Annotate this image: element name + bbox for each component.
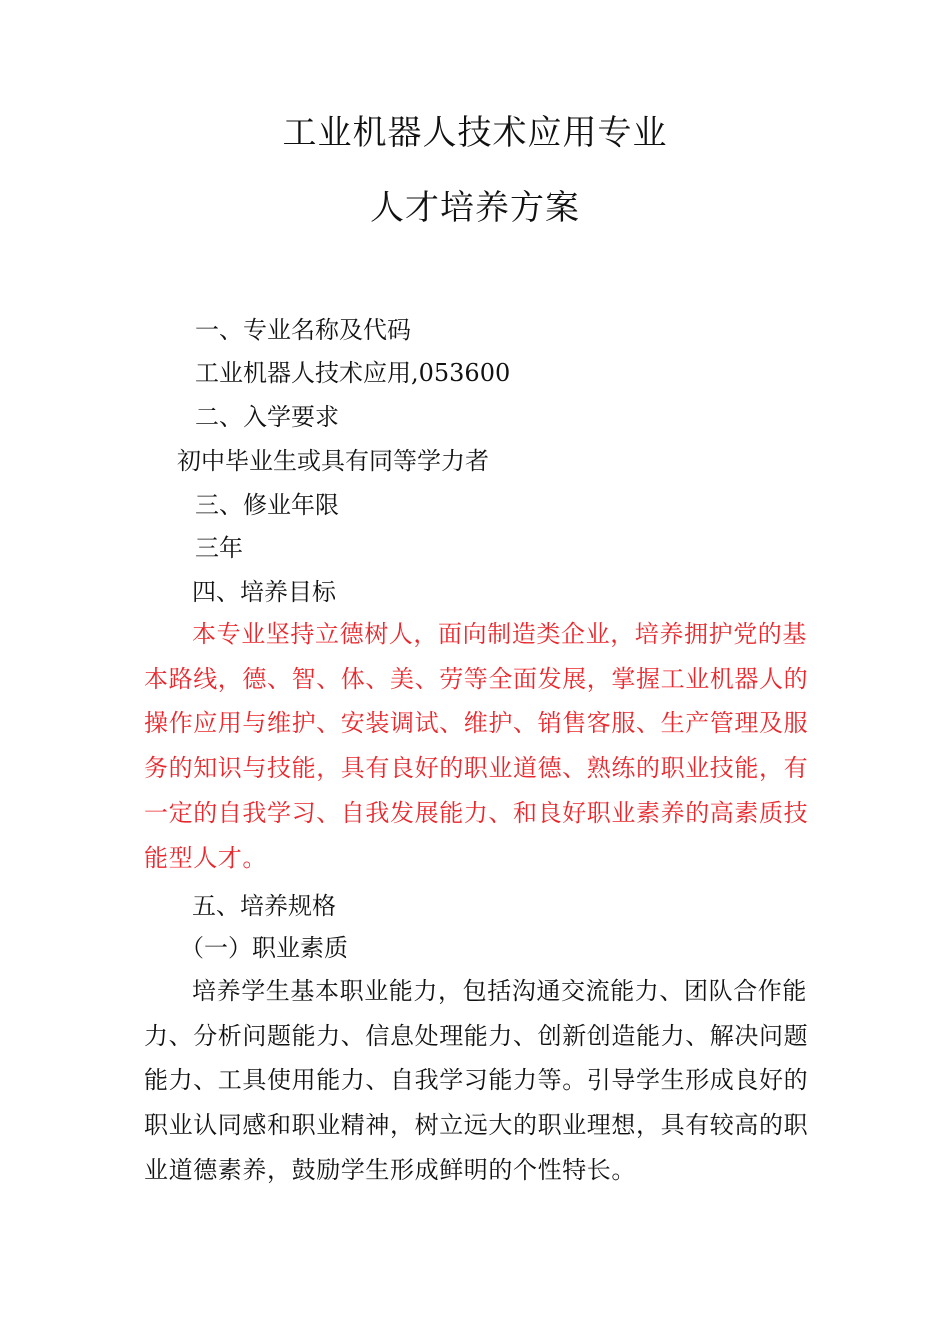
section5-heading: 五、培养规格	[192, 892, 336, 920]
section2-body: 初中毕业生或具有同等学力者	[177, 447, 489, 475]
document-title-line2: 人才培养方案	[370, 188, 580, 228]
section5-sub1-body: 培养学生基本职业能力，包括沟通交流能力、团队合作能力、分析问题能力、信息处理能力、创新创造能力、解决问题能力、工具使用能力、自我学习能力等。引导学生形成良好的职业认同感和职业精神，树立远大的职业理想，具有较高的职业道德素养，鼓励学生形成鲜明的个性特长。	[144, 977, 809, 1184]
section3-body: 三年	[195, 534, 243, 562]
document-title-line1: 工业机器人技术应用专业	[282, 113, 668, 153]
section1-heading: 一、专业名称及代码	[195, 316, 411, 344]
section4-body: 本专业坚持立德树人，面向制造类企业，培养拥护党的基本路线，德、智、体、美、劳等全面发展，掌握工业机器人的操作应用与维护、安装调试、维护、销售客服、生产管理及服务的知识与技能，具有良好的职业道德、熟练的职业技能，有一定的自我学习、自我发展能力、和良好职业素养的高素质技能型人才。	[144, 620, 809, 872]
section1-body: 工业机器人技术应用,053600	[195, 359, 511, 387]
section4-heading: 四、培养目标	[192, 578, 336, 606]
section2-heading: 二、入学要求	[195, 403, 339, 431]
section5-sub1-heading: （一）职业素质	[180, 934, 348, 962]
section3-heading: 三、修业年限	[195, 491, 339, 519]
